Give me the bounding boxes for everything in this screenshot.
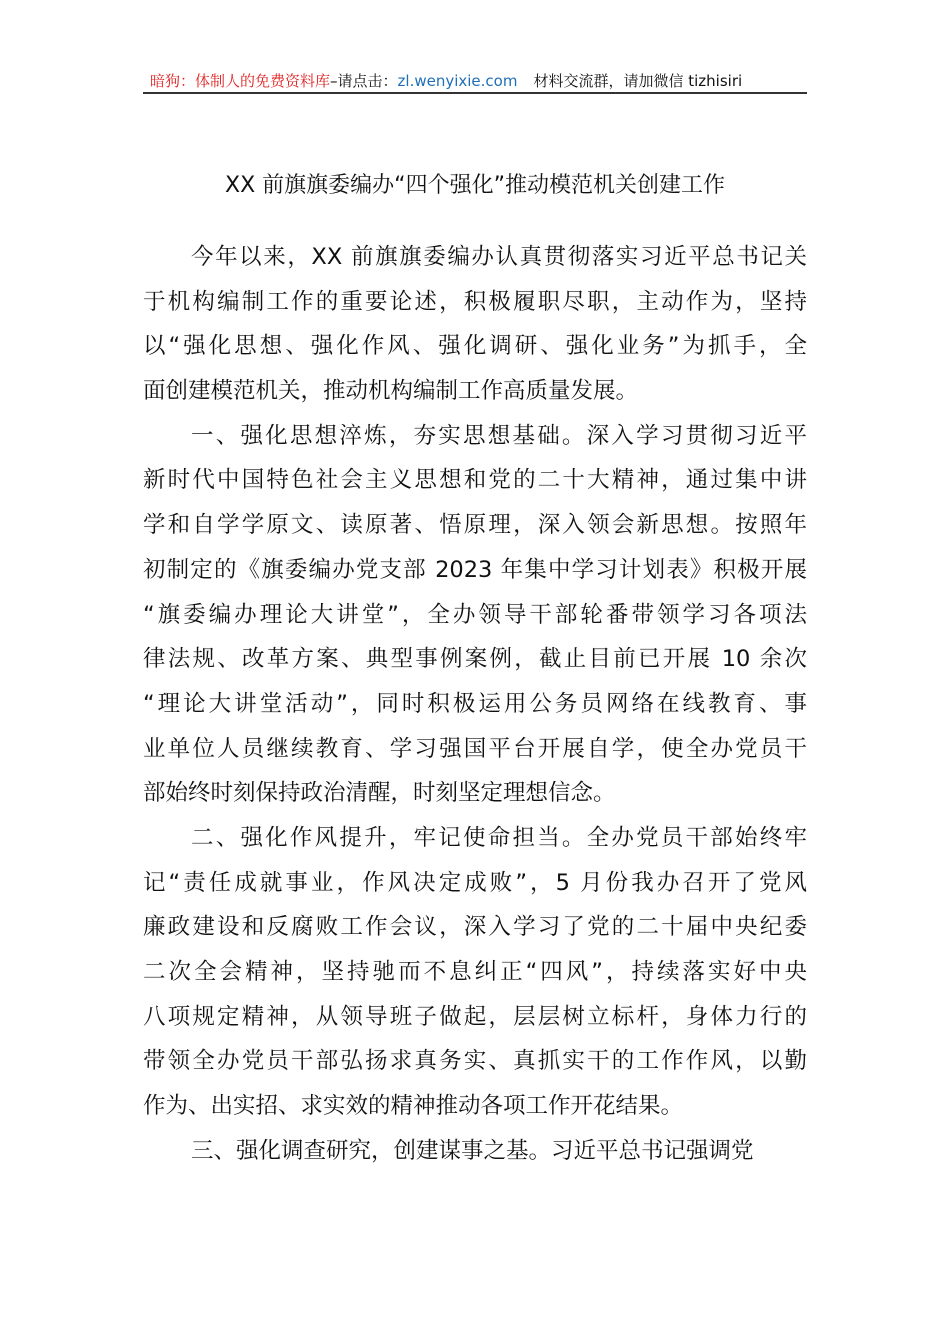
header-link[interactable]: zl.wenyixie.com xyxy=(397,72,518,90)
text-line: 带领全办党员干部弘扬求真务实、真抓实干的工作作风，以勤 xyxy=(143,1048,807,1075)
document-body xyxy=(143,240,807,1178)
text-line: 作为、出实招、求实效的精神推动各项工作开花结果。 xyxy=(143,1093,684,1120)
text-line: 新时代中国特色社会主义思想和党的二十大精神，通过集中讲 xyxy=(143,467,807,494)
text-line: 部始终时刻保持政治清醒，时刻坚定理想信念。 xyxy=(143,780,616,807)
text-line: 廉政建设和反腐败工作会议，深入学习了党的二十届中央纪委 xyxy=(143,914,807,941)
header-prompt: –请点击： xyxy=(330,72,398,90)
paragraph xyxy=(143,821,807,1134)
text-line: “理论大讲堂活动”，同时积极运用公务员网络在线教育、事 xyxy=(143,690,807,717)
text-line: 一、强化思想淬炼，夯实思想基础。深入学习贯彻习近平 xyxy=(191,422,807,449)
header-site-name: 暗狗：体制人的免费资料库 xyxy=(150,72,331,90)
text-line: 律法规、改革方案、典型事例案例，截止目前已开展 10 余次 xyxy=(143,646,807,673)
text-line: 初制定的《旗委编办党支部 2023 年集中学习计划表》积极开展 xyxy=(143,556,807,583)
text-line: 于机构编制工作的重要论述，积极履职尽职，主动作为，坚持 xyxy=(143,288,807,315)
header-contact: 材料交流群，请加微信 tizhisiri xyxy=(533,72,743,90)
text-line: 二、强化作风提升，牢记使命担当。全办党员干部始终牢 xyxy=(191,824,807,851)
header-divider xyxy=(143,92,807,94)
text-line: 业单位人员继续教育、学习强国平台开展自学，使全办党员干 xyxy=(143,735,807,762)
text-line: 以“强化思想、强化作风、强化调研、强化业务”为抓手，全 xyxy=(143,333,807,360)
text-line: 学和自学学原文、读原著、悟原理，深入领会新思想。按照年 xyxy=(143,512,807,539)
document-title: XX 前旗旗委编办“四个强化”推动模范机关创建工作 xyxy=(225,173,725,198)
text-line: 今年以来，XX 前旗旗委编办认真贯彻落实习近平总书记关 xyxy=(191,244,807,270)
text-line: 面创建模范机关，推动机构编制工作高质量发展。 xyxy=(143,378,639,405)
paragraph xyxy=(143,240,807,419)
paragraph xyxy=(143,1134,807,1179)
page-header xyxy=(150,70,800,91)
text-line: 三、强化调查研究，创建谋事之基。习近平总书记强调党 xyxy=(191,1137,754,1164)
text-line: 二次全会精神，坚持驰而不息纠正“四风”，持续落实好中央 xyxy=(143,959,807,985)
paragraph xyxy=(143,419,807,821)
text-line: 八项规定精神，从领导班子做起，层层树立标杆，身体力行的 xyxy=(143,1003,807,1030)
text-line: 记“责任成就事业，作风决定成败”，5 月份我办召开了党风 xyxy=(143,869,807,896)
text-line: “旗委编办理论大讲堂”，全办领导干部轮番带领学习各项法 xyxy=(143,601,807,628)
